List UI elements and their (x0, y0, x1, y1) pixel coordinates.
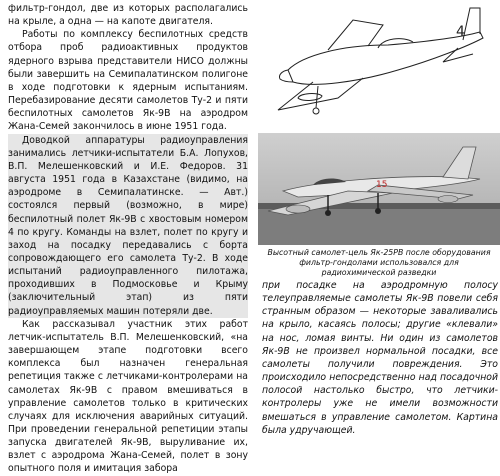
figure-caption: Высотный самолет-цель Як-25РВ после оборудования фильтр-гондолами использовался для радиохимической разведки (267, 248, 491, 277)
left-text-column (8, 2, 248, 476)
aircraft-sketch (258, 0, 498, 130)
paragraph-2: Работы по комплексу беспилотных средств отбора проб радиоактивных продуктов ядерного взрыва представители НИСО должны были завершить на Семипалатинском полигоне в ходе подготовки к ядерным испытаниям. Перебазирование десяти самолетов Ту-2 и пяти беспилотных самолетов Як-9В на аэродром Жана-Семей закончилось в июне 1951 года. (8, 29, 248, 133)
aircraft-photo (258, 133, 500, 245)
paragraph-4: Как рассказывал участник этих работ летчик-испытатель В.П. Мелешенковский, «на завершающем этапе подготовки всего комплекса был назначен генеральная репетиция также с летчиками-контролерами на самолетах Як-9В с правом вмешиваться в управление самолетов только в критических случаях для исключения аварийных ситуаций. При проведении генеральной репетиции этапы запуска двигателей Як-9В, выруливание их, взлет с аэродрома Жана-Семей, полет в зону опытного поля и имитация забора (8, 318, 248, 475)
sketch-number: 4 (456, 24, 465, 40)
paragraph-5: при посадке на аэродромную полосу телеуправляемые самолеты Як-9В повели себя странным образом — некоторые заваливались на крыло, касаясь полосы; другие «клевали» на нос, ломая винты. Ни один из самолетов Як-9В не произвел нормальной посадки, все самолеты получили повреждения. Это происходило непосредственно над посадочной полосой настолько быстро, что летчики-контролеры уже не имели возможности вмешаться в управление самолетом. Картина была удручающей. (262, 280, 498, 436)
paragraph-1: фильтр-гондол, две из которых располагались на крыле, а одна — на капоте двигателя. (8, 3, 248, 28)
paragraph-3: Доводкой аппаратуры радиоуправления занимались летчики-испытатели Б.А. Лопухов, В.П. Мелешенковский и И.Е. Федоров. 31 августа 1951 года в Казахстане (видимо, на аэродроме в Семипалатинске. — Авт.) состоялся первый (возможно, в мире) беспилотный полет Як-9В с хвостовым номером 4 по кругу. Команды на взлет, полет по кругу и заход на посадку передавались с борта сопровождающего его самолета Ту-2. В ходе испытаний радиоуправленного пилотажа, проходивших в Подмосковье и Крыму (заключительный этап) из пяти радиоуправляемых машин потеряли две. (8, 134, 248, 317)
right-text-column (262, 279, 498, 437)
photo-number: 15 (376, 180, 388, 190)
